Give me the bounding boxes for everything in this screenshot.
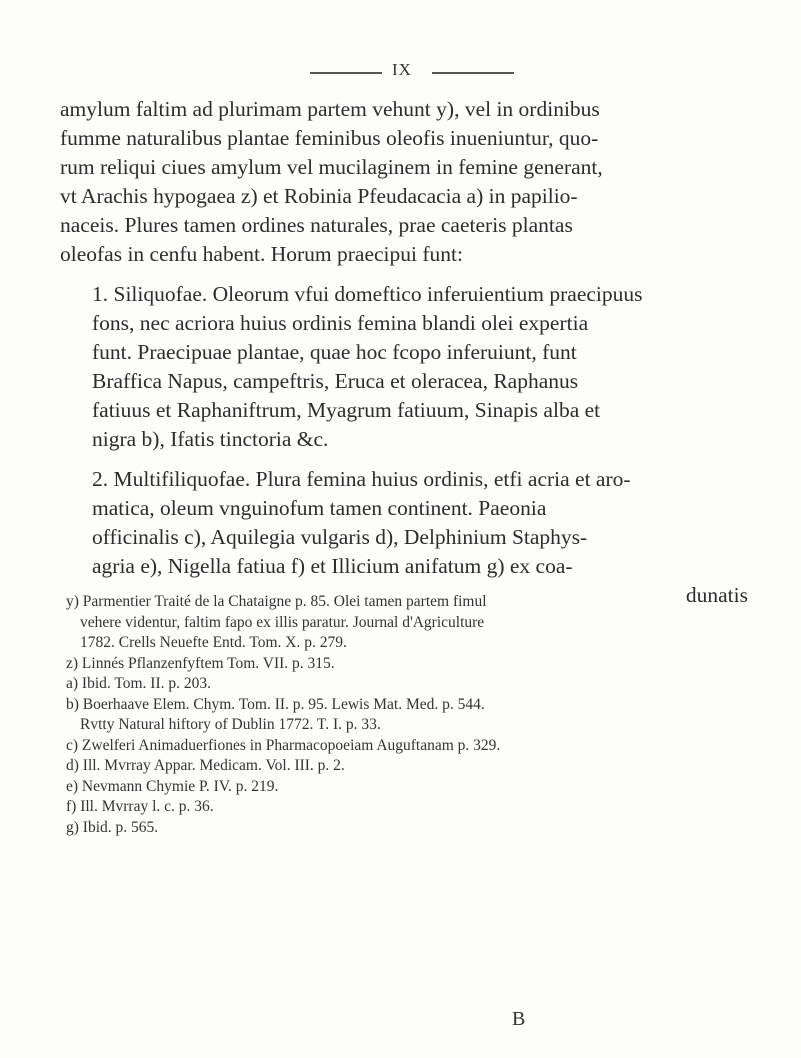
text-line: naceis. Plures tamen ordines naturales, prae caeteris plantas xyxy=(60,213,573,237)
section-siliquosae: 1. Siliquofae. Oleorum vfui domeftico inferuientium praecipuus xyxy=(92,282,643,306)
text-line: funt. Praecipuae plantae, quae hoc fcopo inferuiunt, funt xyxy=(92,340,577,364)
text-line: amylum faltim ad plurimam partem vehunt y), vel in ordinibus xyxy=(60,97,600,121)
text-line: nigra b), Ifatis tinctoria &c. xyxy=(92,427,329,451)
footnote: g) Ibid. p. 565. xyxy=(66,818,159,836)
text-line: fatiuus et Raphaniftrum, Myagrum fatiuum, Sinapis alba et xyxy=(92,398,601,422)
footnote: b) Boerhaave Elem. Chym. Tom. II. p. 95. Lewis Mat. Med. p. 544. xyxy=(66,695,485,713)
text-line: matica, oleum vnguinofum tamen continent. Paeonia xyxy=(92,496,547,520)
header-rule-right xyxy=(432,72,514,74)
footnote-continuation: vehere videntur, faltim fapo ex illis paratur. Journal d'Agriculture xyxy=(80,613,485,631)
main-text xyxy=(60,95,750,610)
header-rule-left xyxy=(310,72,382,74)
footnote: c) Zwelferi Animaduerfiones in Pharmacopoeiam Auguftanam p. 329. xyxy=(66,736,501,754)
signature-mark: B xyxy=(512,1008,526,1030)
text-line: oleofas in cenfu habent. Horum praecipui funt: xyxy=(60,242,463,266)
footnote: y) Parmentier Traité de la Chataigne p. 85. Olei tamen partem fimul xyxy=(66,593,487,610)
catchword: dunatis xyxy=(685,583,748,607)
footnote-continuation: Rvtty Natural hiftory of Dublin 1772. T. I. p. 33. xyxy=(80,716,381,733)
footnote: z) Linnés Pflanzenfyftem Tom. VII. p. 315. xyxy=(66,654,335,672)
footnote: a) Ibid. Tom. II. p. 203. xyxy=(66,675,211,692)
footnote-continuation: 1782. Crells Neuefte Entd. Tom. X. p. 279. xyxy=(80,634,347,651)
text-line: vt Arachis hypogaea z) et Robinia Pfeudacacia a) in papilio- xyxy=(60,184,578,208)
text-line: officinalis c), Aquilegia vulgaris d), Delphinium Staphys- xyxy=(92,525,588,549)
page-number: IX xyxy=(392,60,412,79)
text-line: agria e), Nigella fatiua f) et Illicium anifatum g) ex coa- xyxy=(92,554,573,578)
footnote: f) Ill. Mvrray l. c. p. 36. xyxy=(66,798,214,815)
footnote: d) Ill. Mvrray Appar. Medicam. Vol. III. p. 2. xyxy=(66,757,345,774)
text-line: fons, nec acriora huius ordinis femina blandi olei expertia xyxy=(92,311,589,335)
text-line: rum reliqui ciues amylum vel mucilaginem in femine generant, xyxy=(60,155,603,179)
text-line: Braffica Napus, campeftris, Eruca et oleracea, Raphanus xyxy=(92,369,579,393)
text-line: fumme naturalibus plantae feminibus oleofis inueniuntur, quo- xyxy=(60,126,599,150)
footnote: e) Nevmann Chymie P. IV. p. 219. xyxy=(66,777,279,795)
section-multisiliquosae: 2. Multifiliquofae. Plura femina huius ordinis, etfi acria et aro- xyxy=(92,467,631,491)
footnotes xyxy=(66,592,756,838)
page-header xyxy=(0,58,801,88)
